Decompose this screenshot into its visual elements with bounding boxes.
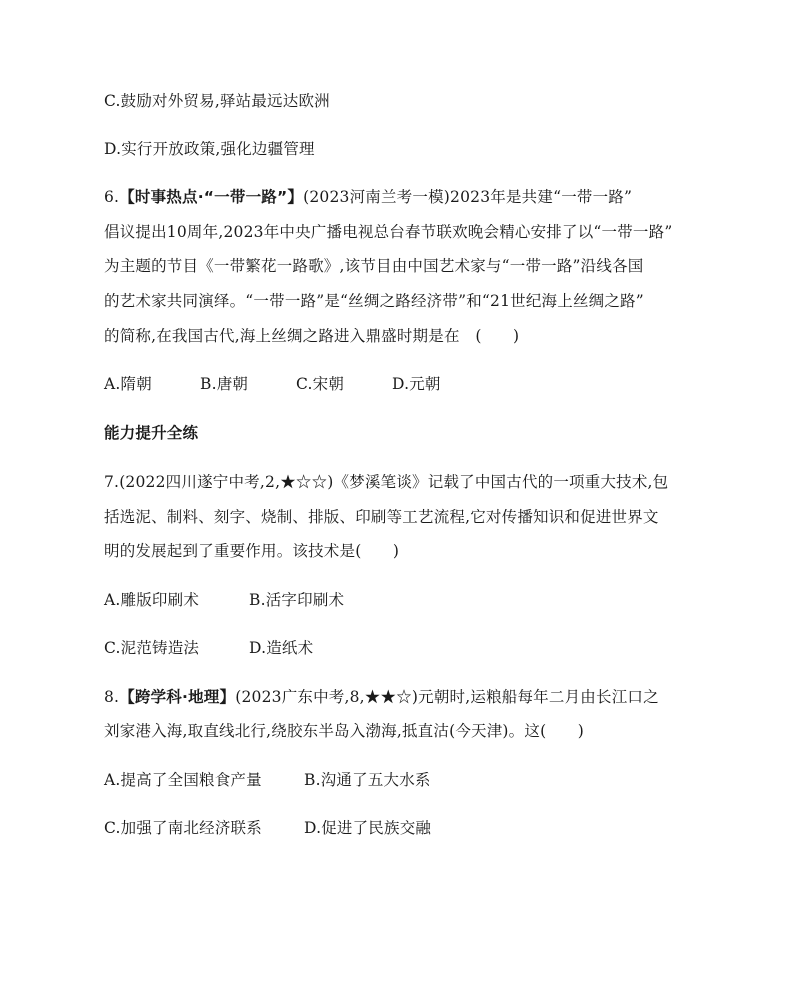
q7-option-b: B.活字印刷术	[249, 591, 345, 609]
section-title: 能力提升全练	[104, 424, 199, 442]
q6-line-1-rest: (2023河南兰考一模)2023年是共建“一带一路”	[303, 188, 633, 206]
q8-options-row-2	[104, 818, 431, 838]
q5-option-d: D.实行开放政策,强化边疆管理	[104, 140, 315, 158]
q7-line-3: 明的发展起到了重要作用。该技术是( )	[104, 542, 400, 560]
q8-option-b: B.沟通了五大水系	[304, 771, 431, 789]
q6-option-b: B.唐朝	[200, 375, 249, 393]
q6-line-1	[104, 187, 632, 207]
q8-line-1-rest: (2023广东中考,8,★★☆)元朝时,运粮船每年二月由长江口之	[235, 688, 659, 706]
q6-line-3: 为主题的节目《一带繁花一路歌》,该节目由中国艺术家与“一带一路”沿线各国	[104, 257, 644, 275]
q6-option-c: C.宋朝	[296, 375, 345, 393]
q7-line-1: 7.(2022四川遂宁中考,2,★☆☆)《梦溪笔谈》记载了中国古代的一项重大技术,包	[104, 473, 669, 491]
q7-option-d: D.造纸术	[249, 639, 314, 657]
q7-option-c: C.泥范铸造法	[104, 639, 200, 657]
q8-tag: 【跨学科·地理】	[119, 688, 236, 706]
q8-option-d: D.促进了民族交融	[304, 819, 432, 837]
q8-number: 8.	[104, 688, 120, 706]
q7-options-row-1	[104, 590, 344, 610]
q5-option-c: C.鼓励对外贸易,驿站最远达欧洲	[104, 92, 330, 110]
q6-number: 6.	[104, 188, 120, 206]
q8-option-c: C.加强了南北经济联系	[104, 819, 262, 837]
q6-line-2: 倡议提出10周年,2023年中央广播电视总台春节联欢晚会精心安排了以“一带一路”	[104, 223, 673, 241]
q6-option-d: D.元朝	[392, 375, 441, 393]
q8-option-a: A.提高了全国粮食产量	[104, 771, 262, 789]
q6-options	[104, 374, 441, 394]
q6-tag: 【时事热点·“一带一路”】	[119, 188, 304, 206]
q8-line-2: 刘家港入海,取直线北行,绕胶东半岛入渤海,抵直沽(今天津)。这( )	[104, 722, 584, 740]
q8-options-row-1	[104, 770, 431, 790]
q6-option-a: A.隋朝	[104, 375, 152, 393]
q6-line-4: 的艺术家共同演绎。“一带一路”是“丝绸之路经济带”和“21世纪海上丝绸之路”	[104, 292, 644, 310]
q6-line-5: 的简称,在我国古代,海上丝绸之路进入鼎盛时期是在 ( )	[104, 327, 520, 345]
q7-option-a: A.雕版印刷术	[104, 591, 200, 609]
q8-line-1	[104, 687, 659, 707]
q7-line-2: 括选泥、制料、刻字、烧制、排版、印刷等工艺流程,它对传播知识和促进世界文	[104, 508, 659, 526]
q7-options-row-2	[104, 638, 313, 658]
